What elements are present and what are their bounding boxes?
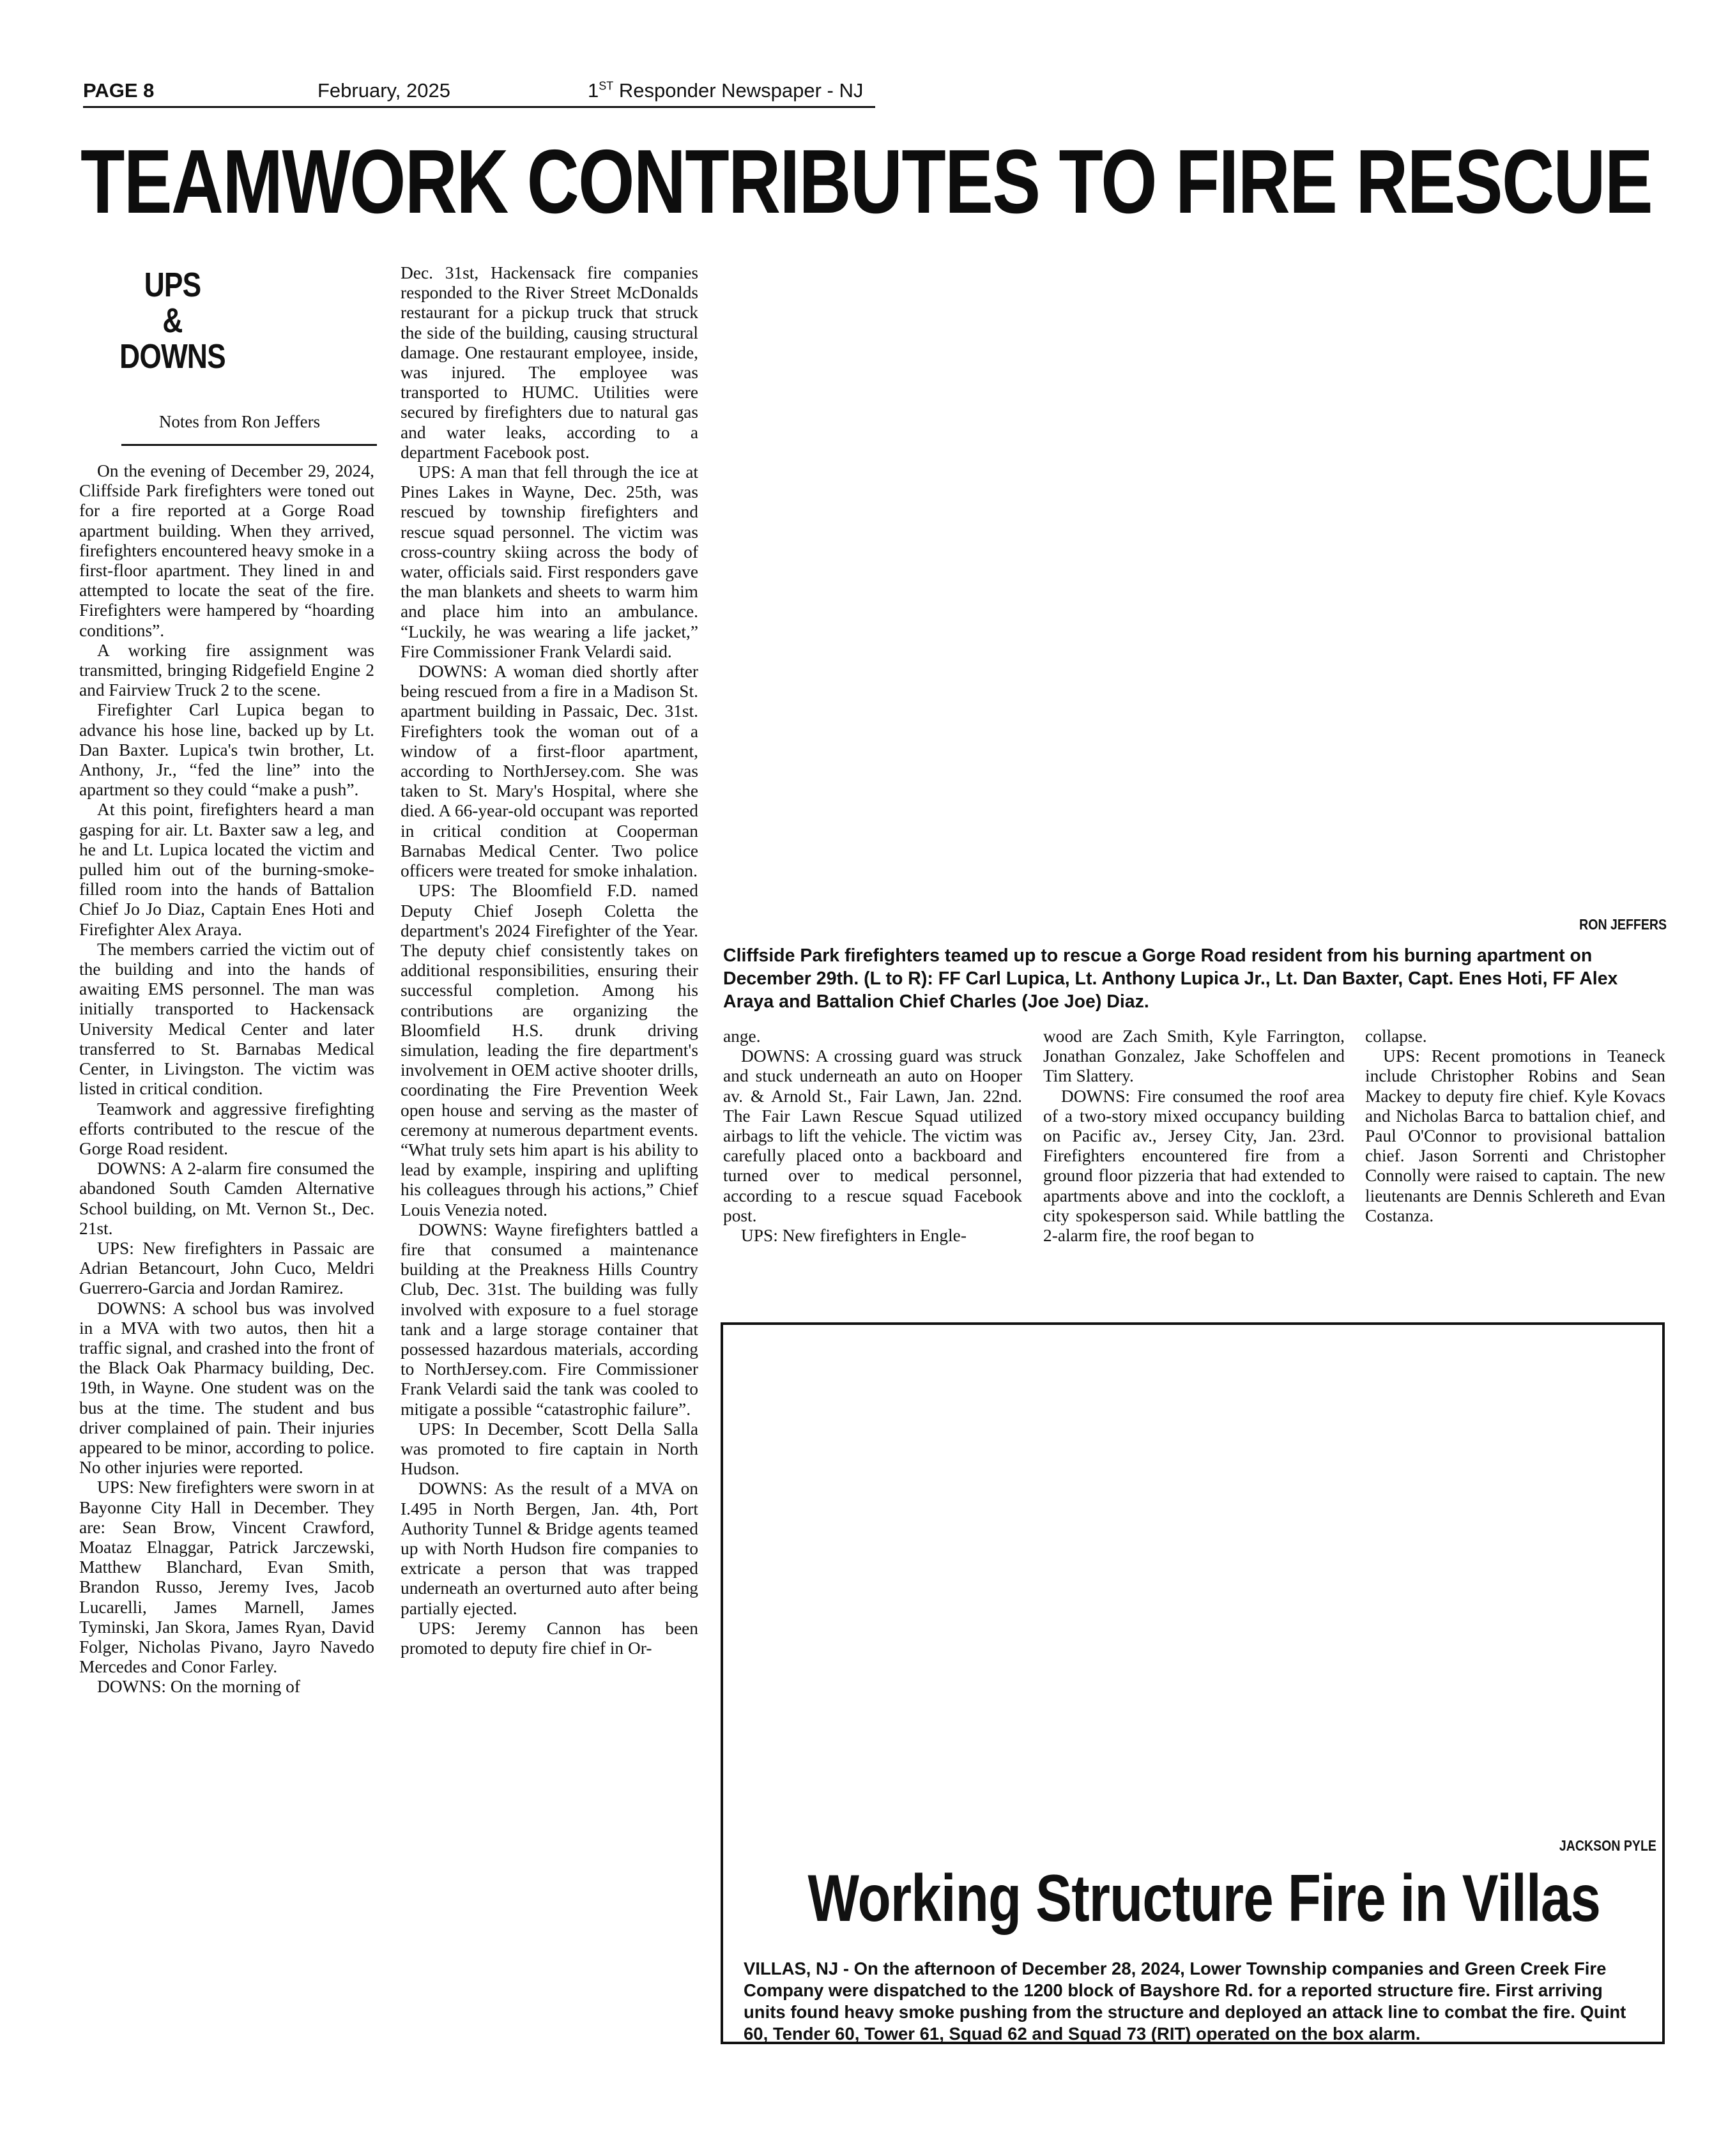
photo-caption: Cliffside Park firefighters teamed up to rescue a Gorge Road resident from his burning apartment on December 29th. (L to R): FF Carl Lupica, Lt. Anthony Lupica Jr., Lt. Dan Baxter, Capt. Enes Hoti, FF Alex Araya and Battalion Chief Charles (Joe Joe) Diaz. xyxy=(723,945,1618,1012)
paragraph: DOWNS: A woman died shortly after being rescued from a fire in a Madison St. apartment building in Passaic, Dec. 31st. Firefighters took the woman out of a window of a first-floor apartment, according to NorthJersey.com. She was taken to St. Mary's Hospital, where she died. A 66-year-old occupant was reported in critical condition at Cooperman Barnabas Medical Center. Two police officers were treated for smoke inhalation. xyxy=(401,662,698,881)
byline: Notes from Ron Jeffers xyxy=(158,412,321,431)
paragraph: On the evening of December 29, 2024, Cliffside Park firefighters were toned out for a fire reported at a Gorge Road apartment building. When they arrived, firefighters encountered heavy smoke in a first-floor apartment. They lined in and attempted to locate the seat of the fire. Firefighters were hampered by “hoarding conditions”. xyxy=(79,461,374,640)
publication-sup: ST xyxy=(599,79,614,93)
article-column-2 xyxy=(401,263,698,1658)
feature-headline: Working Structure Fire in Villas xyxy=(807,1862,1601,1936)
feature-photo-credit: JACKSON PYLE xyxy=(1559,1837,1656,1854)
article-column-4 xyxy=(1043,1027,1345,1246)
paragraph: UPS: Jeremy Cannon has been promoted to deputy fire chief in Or- xyxy=(401,1618,698,1658)
paragraph: A working fire assignment was transmitted, bringing Ridgefield Engine 2 and Fairview Truck 2 to the scene. xyxy=(79,640,374,700)
logo-line-ups: UPS xyxy=(144,266,201,304)
paragraph: UPS: Recent promotions in Teaneck include Christopher Robins and Sean Mackey to deputy fire chief. Kyle Kovacs and Nicholas Barca to battalion chief, and Paul O'Connor to provisional battalion chief. Jason Sorrenti and Christopher Connolly were raised to captain. The new lieutenants are Dennis Schlereth and Evan Costanza. xyxy=(1365,1046,1665,1225)
paragraph: DOWNS: On the morning of xyxy=(97,1677,301,1697)
paragraph: DOWNS: Fire consumed the roof area of a two-story mixed occupancy building on Pacific av., Jersey City, Jan. 23rd. Firefighters encountered fire from a ground floor pizzeria that had extended to apartments above and into the cockloft, a city spokesperson said. While battling the 2-alarm fire, the roof began to xyxy=(1043,1086,1345,1246)
paragraph: UPS: New firefighters in Engle- xyxy=(741,1226,967,1246)
paragraph: The members carried the victim out of the building and into the hands of awaiting EMS personnel. The man was initially transported to Hackensack University Medical Center and later transferred to St. Barnabas Medical Center, in Livingston. The victim was listed in critical condition. xyxy=(79,939,374,1099)
photo-credit: RON JEFFERS xyxy=(1579,916,1667,933)
byline-rule xyxy=(121,444,377,446)
logo-line-downs: DOWNS xyxy=(119,337,226,376)
paragraph: UPS: New firefighters were sworn in at Bayonne City Hall in December. They are: Sean Brow, Vincent Crawford, Moataz Elnaggar, Patrick Jarczewski, Matthew Blanchard, Evan Smith, Brandon Russo, Jeremy Ives, Jacob Lucarelli, James Marnell, James Tyminski, Jan Skora, James Ryan, David Folger, Nicholas Pivano, Jayro Navedo Mercedes and Conor Farley. xyxy=(79,1478,374,1677)
main-headline: TEAMWORK CONTRIBUTES TO FIRE RESCUE xyxy=(80,131,1653,233)
paragraph: Teamwork and aggressive firefighting efforts contributed to the rescue of the Gorge Road resident. xyxy=(79,1099,374,1158)
paragraph: UPS: In December, Scott Della Salla was promoted to fire captain in North Hudson. xyxy=(401,1419,698,1479)
paragraph: UPS: The Bloomfield F.D. named Deputy Chief Joseph Coletta the department's 2024 Firefighter of the Year. The deputy chief consistently takes on additional responsibilities, ensuring their successful completion. Among his contributions are organizing the Bloomfield H.S. drunk driving simulation, leading the fire department's involvement in OEM active shooter drills, coordinating the Fire Prevention Week open house and serving as the master of ceremony at numerous department events. “What truly sets him apart is his ability to lead by example, inspiring and uplifting his colleagues through his actions,” Chief Louis Venezia noted. xyxy=(401,881,698,1219)
paragraph: DOWNS: As the result of a MVA on I.495 in North Bergen, Jan. 4th, Port Authority Tunnel & Bridge agents teamed up with North Hudson fire companies to extricate a person that was trapped underneath an overturned auto after being partially ejected. xyxy=(401,1479,698,1618)
paragraph: Firefighter Carl Lupica began to advance his hose line, backed up by Lt. Dan Baxter. Lupica's twin brother, Lt. Anthony, Jr., “fed the line” into the apartment so they could “make a push”. xyxy=(79,700,374,800)
paragraph: UPS: A man that fell through the ice at Pines Lakes in Wayne, Dec. 25th, was rescued by township firefighters and rescue squad personnel. The victim was cross-country skiing across the body of water, officials said. First responders gave the man blankets and sheets to warm him and place him into an ambulance. “Luckily, he was wearing a life jacket,” Fire Commissioner Frank Velardi said. xyxy=(401,463,698,661)
paragraph: UPS: New firefighters in Passaic are Adrian Betancourt, John Cuco, Meldri Guerrero-Garcia and Jordan Ramirez. xyxy=(79,1238,374,1298)
publication-rest: Responder Newspaper - NJ xyxy=(613,79,864,102)
article-column-5 xyxy=(1365,1027,1665,1226)
logo-line-amp: & xyxy=(162,302,183,340)
publication-name xyxy=(588,79,863,102)
fire-photo xyxy=(728,1331,1657,1830)
paragraph: DOWNS: A 2-alarm fire consumed the abandoned South Camden Alternative School building, on Mt. Vernon St., Dec. 21st. xyxy=(79,1159,374,1238)
header-rule xyxy=(83,106,875,108)
paragraph: DOWNS: A crossing guard was struck and stuck underneath an auto on Hooper av. & Arnold St., Fair Lawn, Jan. 22nd. The Fair Lawn Rescue Squad utilized airbags to lift the vehicle. The victim was carefully placed onto a backboard and turned over to medical personnel, according to a rescue squad Facebook post. xyxy=(723,1046,1022,1225)
rescue-photo xyxy=(723,256,1667,907)
article-column-1 xyxy=(79,461,374,1697)
paragraph: At this point, firefighters heard a man gasping for air. Lt. Baxter saw a leg, and he and Lt. Lupica located the victim and pulled him out of the burning-smoke-filled room into the hands of Battalion Chief Jo Jo Diaz, Captain Enes Hoti and Firefighter Alex Araya. xyxy=(79,800,374,939)
page-number: PAGE 8 xyxy=(83,79,155,102)
issue-date: February, 2025 xyxy=(317,79,450,102)
paragraph: DOWNS: A school bus was involved in a MVA with two autos, then hit a traffic signal, and crashed into the front of the Black Oak Pharmacy building, Dec. 19th, in Wayne. One student was on the bus at the time. The student and bus driver complained of pain. Their injuries appeared to be minor, according to police. No other injuries were reported. xyxy=(79,1298,374,1478)
paragraph: DOWNS: Wayne firefighters battled a fire that consumed a maintenance building at the Preakness Hills Country Club, Dec. 31st. The building was fully involved with exposure to a fuel storage tank and a large storage container that possessed hazardous materials, according to NorthJersey.com. Fire Commissioner Frank Velardi said the tank was cooled to mitigate a possible “catastrophic failure”. xyxy=(401,1219,698,1419)
paragraph: wood are Zach Smith, Kyle Farrington, Jonathan Gonzalez, Jake Schoffelen and Tim Slattery. xyxy=(1043,1027,1345,1086)
ups-downs-logo xyxy=(115,267,230,374)
paragraph: Dec. 31st, Hackensack fire companies responded to the River Street McDonalds restaurant for a pickup truck that struck the side of the building, causing structural damage. One restaurant employee, inside, was injured. The employee was transported to HUMC. Utilities were secured by firefighters due to natural gas and water leaks, according to a department Facebook post. xyxy=(401,263,698,462)
paragraph: collapse. xyxy=(1365,1027,1427,1046)
feature-caption: VILLAS, NJ - On the afternoon of December 28, 2024, Lower Township companies and Green Creek Fire Company were dispatched to the 1200 block of Bayshore Rd. for a reported structure fire. First arriving units found heavy smoke pushing from the structure and deployed an attack line to combat the fire. Quint 60, Tender 60, Tower 61, Squad 62 and Squad 73 (RIT) operated on the box alarm. xyxy=(744,1959,1626,2044)
article-column-3 xyxy=(723,1027,1022,1246)
paragraph: ange. xyxy=(723,1027,761,1046)
publication-prefix: 1 xyxy=(588,79,599,102)
